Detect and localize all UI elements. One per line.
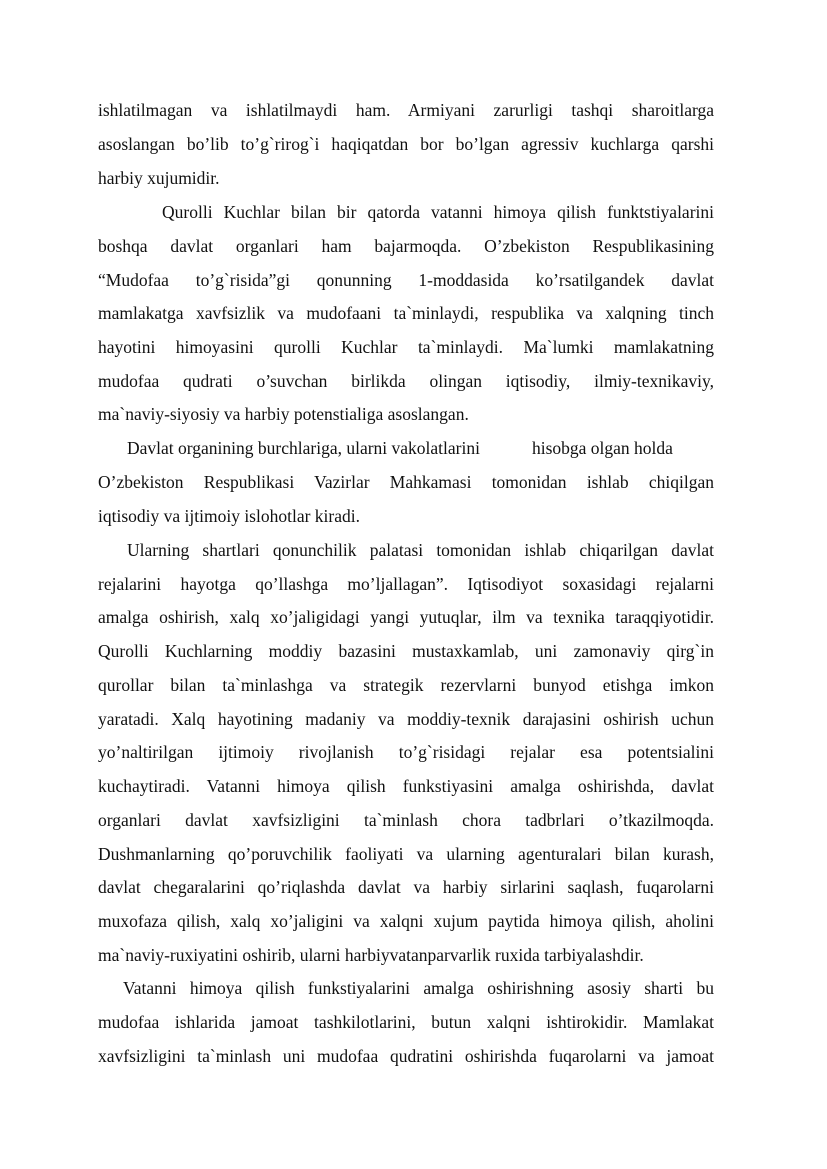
text-line: qurollar bilan ta`minlashga va strategik rezervlarni bunyod etishga imkon	[98, 675, 714, 695]
text-line: iqtisodiy va ijtimoiy islohotlar kiradi.	[98, 506, 360, 526]
text-line	[127, 431, 727, 465]
text-line: ishlatilmagan va ishlatilmaydi ham. Armiyani zarurligi tashqi sharoitlarga	[98, 100, 714, 120]
text-line: hayotini himoyasini qurolli Kuchlar ta`minlaydi. Ma`lumki mamlakatning	[98, 337, 714, 357]
text-line: ma`naviy-siyosiy va harbiy potenstialiga asoslangan.	[98, 404, 469, 424]
text-segment: Davlat organining burchlariga, ularni vakolatlarini	[127, 438, 480, 458]
text-segment: hisobga olgan holda	[531, 438, 673, 458]
text-line: Ularning shartlari qonunchilik palatasi tomonidan ishlab chiqarilgan davlat	[127, 540, 714, 560]
text-line: “Mudofaa to’g`risida”gi qonunning 1-moddasida ko’rsatilgandek davlat	[98, 270, 714, 290]
text-line: kuchaytiradi. Vatanni himoya qilish funkstiyasini amalga oshirishda, davlat	[98, 776, 714, 796]
text-line: harbiy xujumidir.	[98, 168, 220, 188]
text-line: asoslangan bo’lib to’g`rirog`i haqiqatdan bor bo’lgan agressiv kuchlarga qarshi	[98, 134, 714, 154]
text-line: O’zbekiston Respublikasi Vazirlar Mahkamasi tomonidan ishlab chiqilgan	[98, 472, 714, 492]
text-line: yaratadi. Xalq hayotining madaniy va moddiy-texnik darajasini oshirish uchun	[98, 709, 714, 729]
text-line: yo’naltirilgan ijtimoiy rivojlanish to’g`risidagi rejalar esa potentsialini	[98, 742, 714, 762]
text-line: amalga oshirish, xalq xo’jaligidagi yangi yutuqlar, ilm va texnika taraqqiyotidir.	[98, 607, 714, 627]
text-line: mamlakatga xavfsizlik va mudofaani ta`minlaydi, respublika va xalqning tinch	[98, 303, 714, 323]
text-line: Qurolli Kuchlarning moddiy bazasini mustaxkamlab, uni zamonaviy qirg`in	[98, 641, 714, 661]
text-line: xavfsizligini ta`minlash uni mudofaa qudratini oshirishda fuqarolarni va jamoat	[98, 1046, 714, 1066]
text-line: muxofaza qilish, xalq xo’jaligini va xalqni xujum paytida himoya qilish, aholini	[98, 911, 714, 931]
text-line: Vatanni himoya qilish funkstiyalarini amalga oshirishning asosiy sharti bu	[123, 978, 714, 998]
text-line: mudofaa qudrati o’suvchan birlikda olingan iqtisodiy, ilmiy-texnikaviy,	[98, 371, 714, 391]
text-line: davlat chegaralarini qo’riqlashda davlat va harbiy sirlarini saqlash, fuqarolarni	[98, 877, 714, 897]
text-line: organlari davlat xavfsizligini ta`minlash chora tadbrlari o’tkazilmoqda.	[98, 810, 714, 830]
text-line: mudofaa ishlarida jamoat tashkilotlarini, butun xalqni ishtirokidir. Mamlakat	[98, 1012, 714, 1032]
text-line: rejalarini hayotga qo’llashga mo’ljallagan”. Iqtisodiyot soxasidagi rejalarni	[98, 574, 714, 594]
text-line: ma`naviy-ruxiyatini oshirib, ularni harbiyvatanparvarlik ruxida tarbiyalashdir.	[98, 945, 644, 965]
text-line: boshqa davlat organlari ham bajarmoqda. O’zbekiston Respublikasining	[98, 236, 714, 256]
text-line: Qurolli Kuchlar bilan bir qatorda vatanni himoya qilish funktstiyalarini	[162, 202, 714, 222]
text-line: Dushmanlarning qo’poruvchilik faoliyati va ularning agenturalari bilan kurash,	[98, 844, 714, 864]
